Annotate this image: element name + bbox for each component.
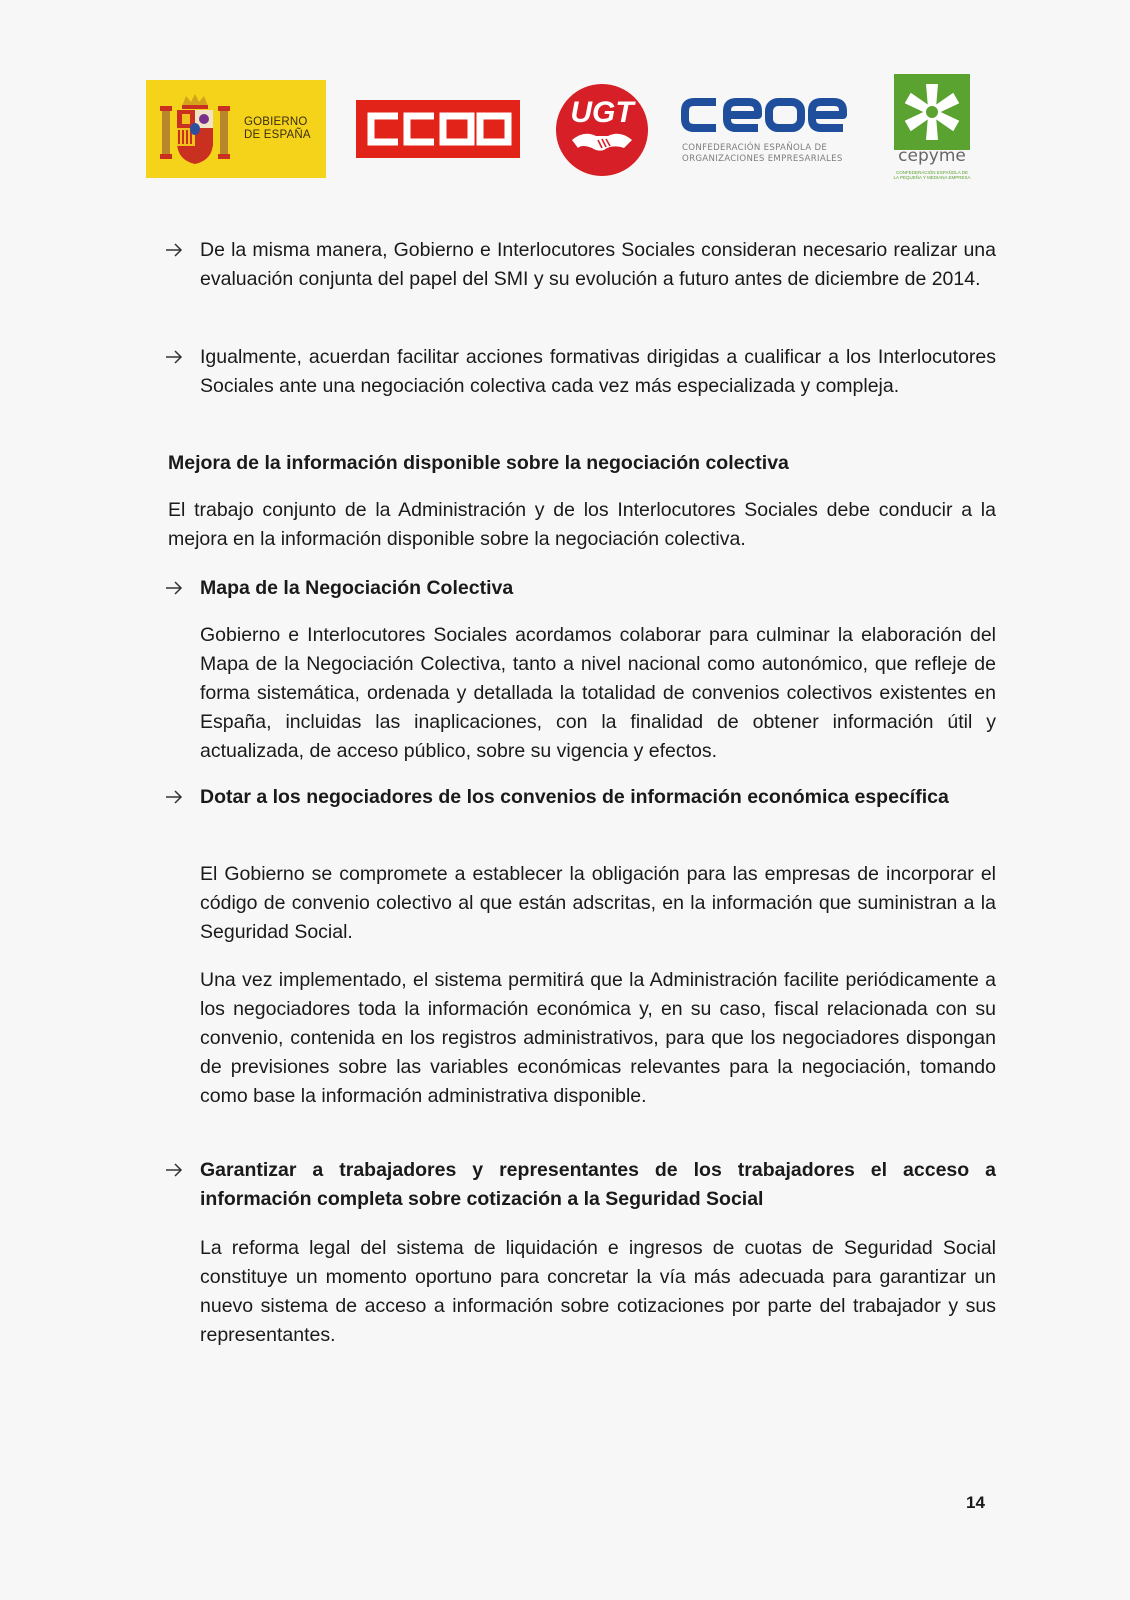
paragraph-legal-reform: La reforma legal del sistema de liquidación e ingresos de cuotas de Seguridad Social constituye un momento oportuno para concretar la vía más adecuada para garantizar un nuevo sistema de acceso a información sobre cotizaciones por parte del trabajador y sus representantes. — [200, 1237, 996, 1346]
paragraph-mapa-detail: Gobierno e Interlocutores Sociales acordamos colaborar para culminar la elaboración del Mapa de la Negociación Colectiva, tanto a nivel nacional como autonómico, que refleje de forma sistemática, ordenada y detallada la totalidad de convenios colectivos existentes en España, incluidas las inaplicaciones, con la finalidad de obtener información útil y actualizada, de acceso público, sobre su vigencia y efectos. — [200, 624, 996, 762]
arrow-bullet-icon — [164, 787, 184, 807]
svg-text:UGT: UGT — [570, 96, 634, 129]
subheading-economic-information: Dotar a los negociadores de los convenios de información económica específica — [200, 786, 949, 808]
cepyme-caption: CONFEDERACIÓN ESPAÑOLA DE LA PEQUEÑA Y MEDIANA EMPRESA — [893, 170, 971, 180]
arrow-bullet-icon — [164, 578, 184, 598]
arrow-bullet-icon — [164, 1160, 184, 1180]
subheading-cotizacion-access: Garantizar a trabajadores y representantes de los trabajadores el acceso a información completa sobre cotización a la Seguridad Social — [200, 1159, 996, 1210]
paragraph-gobierno-commitment: El Gobierno se compromete a establecer la obligación para las empresas de incorporar el código de convenio colectivo al que están adscritas, en la información que suministran a la Seguridad Social. — [200, 863, 996, 943]
ceoe-caption: CONFEDERACIÓN ESPAÑOLA DE ORGANIZACIONES EMPRESARIALES — [682, 143, 843, 164]
subheading-mapa-negociacion: Mapa de la Negociación Colectiva — [200, 577, 514, 599]
paragraph-system-implementation: Una vez implementado, el sistema permitirá que la Administración facilite periódicamente a los negociadores toda la información económica y, en su caso, fiscal relacionada con su convenio, contenida en los registros administrativos, para que los negociadores dispongan de previsiones sobre las variables económicas relevantes para la negociación, tomando como base la información administrativa disponible. — [200, 969, 996, 1107]
paragraph-smi-evaluation: De la misma manera, Gobierno e Interlocutores Sociales consideran necesario realizar una evaluación conjunta del papel del SMI y su evolución a futuro antes de diciembre de 2014. — [200, 239, 996, 290]
section-heading-information: Mejora de la información disponible sobre la negociación colectiva — [168, 452, 789, 474]
cepyme-wordmark: cepyme — [898, 146, 966, 166]
gobierno-text: GOBIERNO DE ESPAÑA — [244, 116, 311, 141]
arrow-bullet-icon — [164, 240, 184, 260]
page-number: 14 — [966, 1493, 985, 1512]
arrow-bullet-icon — [164, 347, 184, 367]
paragraph-joint-work: El trabajo conjunto de la Administración y de los Interlocutores Sociales debe conducir a la mejora en la información disponible sobre la negociación colectiva. — [168, 499, 996, 550]
paragraph-training-actions: Igualmente, acuerdan facilitar acciones formativas dirigidas a cualificar a los Interlocutores Sociales ante una negociación colectiva cada vez más especializada y compleja. — [200, 346, 996, 397]
